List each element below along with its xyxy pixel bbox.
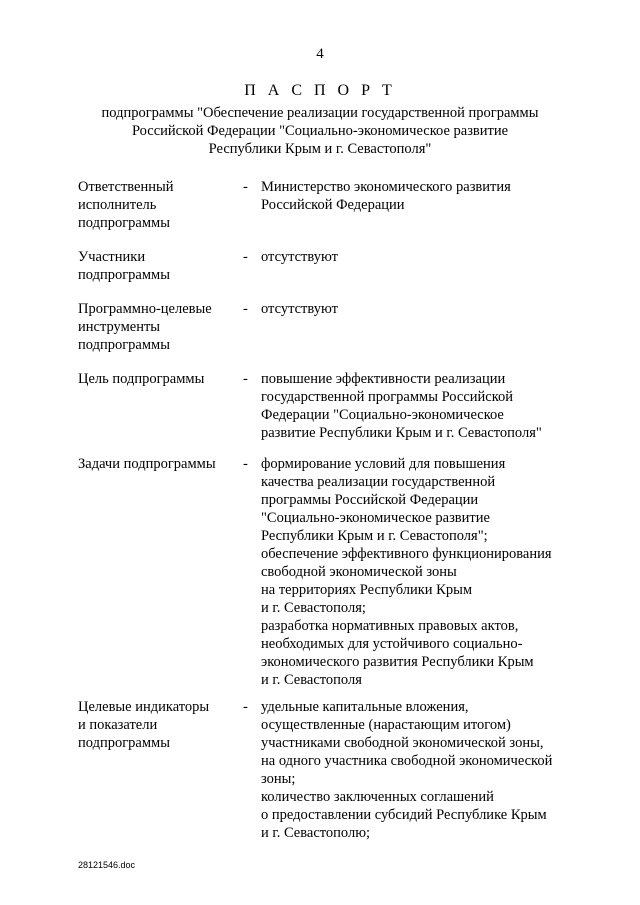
value-line: Российской Федерации [261, 197, 405, 213]
label-line: подпрограммы [78, 337, 170, 353]
value-line: зоны; [261, 771, 296, 787]
value-line: формирование условий для повышения [261, 456, 506, 472]
subtitle-line: Республики Крым и г. Севастополя" [208, 141, 432, 157]
value-line: Федерации "Социально-экономическое [261, 407, 504, 423]
value-line: программы Российской Федерации [261, 492, 479, 508]
label-line: Целевые индикаторы [78, 699, 210, 715]
row-label [78, 455, 243, 473]
row-dash: - [243, 456, 248, 472]
value-line: на одного участника свободной экономической [261, 753, 553, 769]
value-line: необходимых для устойчивого социально- [261, 636, 523, 652]
row-value [261, 300, 581, 318]
row-value [261, 248, 581, 266]
row-dash: - [243, 249, 248, 265]
value-line: "Социально-экономическое развитие [261, 510, 490, 526]
label-line: Ответственный [78, 179, 174, 195]
value-line: Министерство экономического развития [261, 179, 511, 195]
document-title: П А С П О Р Т [244, 82, 396, 99]
label-line: Задачи подпрограммы [78, 456, 216, 472]
value-line: свободной экономической зоны [261, 564, 457, 580]
row-dash: - [243, 179, 248, 195]
file-name-footer: 28121546.doc [78, 860, 136, 870]
label-line: Цель подпрограммы [78, 371, 205, 387]
row-dash: - [243, 699, 248, 715]
value-line: отсутствуют [261, 249, 338, 265]
page-number: 4 [316, 46, 324, 62]
row-dash: - [243, 371, 248, 387]
row-value [261, 178, 581, 214]
row-value [261, 698, 581, 842]
row-dash: - [243, 301, 248, 317]
row-label [78, 178, 243, 232]
value-line: развитие Республики Крым и г. Севастополя" [261, 425, 542, 441]
label-line: Программно-целевые [78, 301, 212, 317]
label-line: подпрограммы [78, 735, 170, 751]
value-line: государственной программы Российской [261, 389, 514, 405]
value-line: отсутствуют [261, 301, 338, 317]
value-line: и г. Севастополя [261, 672, 362, 688]
value-line: и г. Севастополю; [261, 825, 371, 841]
value-line: обеспечение эффективного функционирования [261, 546, 552, 562]
value-line: повышение эффективности реализации [261, 371, 506, 387]
label-line: Участники [78, 249, 146, 265]
value-line: участниками свободной экономической зоны, [261, 735, 544, 751]
document-subtitle [60, 104, 580, 158]
value-line: и г. Севастополя; [261, 600, 366, 616]
row-value [261, 455, 581, 689]
row-label [78, 698, 243, 752]
value-line: Республики Крым и г. Севастополя"; [261, 528, 488, 544]
label-line: подпрограммы [78, 267, 170, 283]
value-line: на территориях Республики Крым [261, 582, 473, 598]
label-line: инструменты [78, 319, 161, 335]
value-line: количество заключенных соглашений [261, 789, 494, 805]
row-label [78, 248, 243, 284]
value-line: осуществленные (нарастающим итогом) [261, 717, 511, 733]
row-label [78, 370, 243, 388]
row-label [78, 300, 243, 354]
value-line: о предоставлении субсидий Республике Крым [261, 807, 547, 823]
value-line: экономического развития Республики Крым [261, 654, 534, 670]
value-line: удельные капитальные вложения, [261, 699, 469, 715]
label-line: подпрограммы [78, 215, 170, 231]
value-line: качества реализации государственной [261, 474, 496, 490]
subtitle-line: Российской Федерации "Социально-экономическое развитие [131, 123, 509, 139]
label-line: и показатели [78, 717, 158, 733]
value-line: разработка нормативных правовых актов, [261, 618, 519, 634]
subtitle-line: подпрограммы "Обеспечение реализации государственной программы [101, 105, 539, 121]
label-line: исполнитель [78, 197, 157, 213]
row-value [261, 370, 581, 442]
